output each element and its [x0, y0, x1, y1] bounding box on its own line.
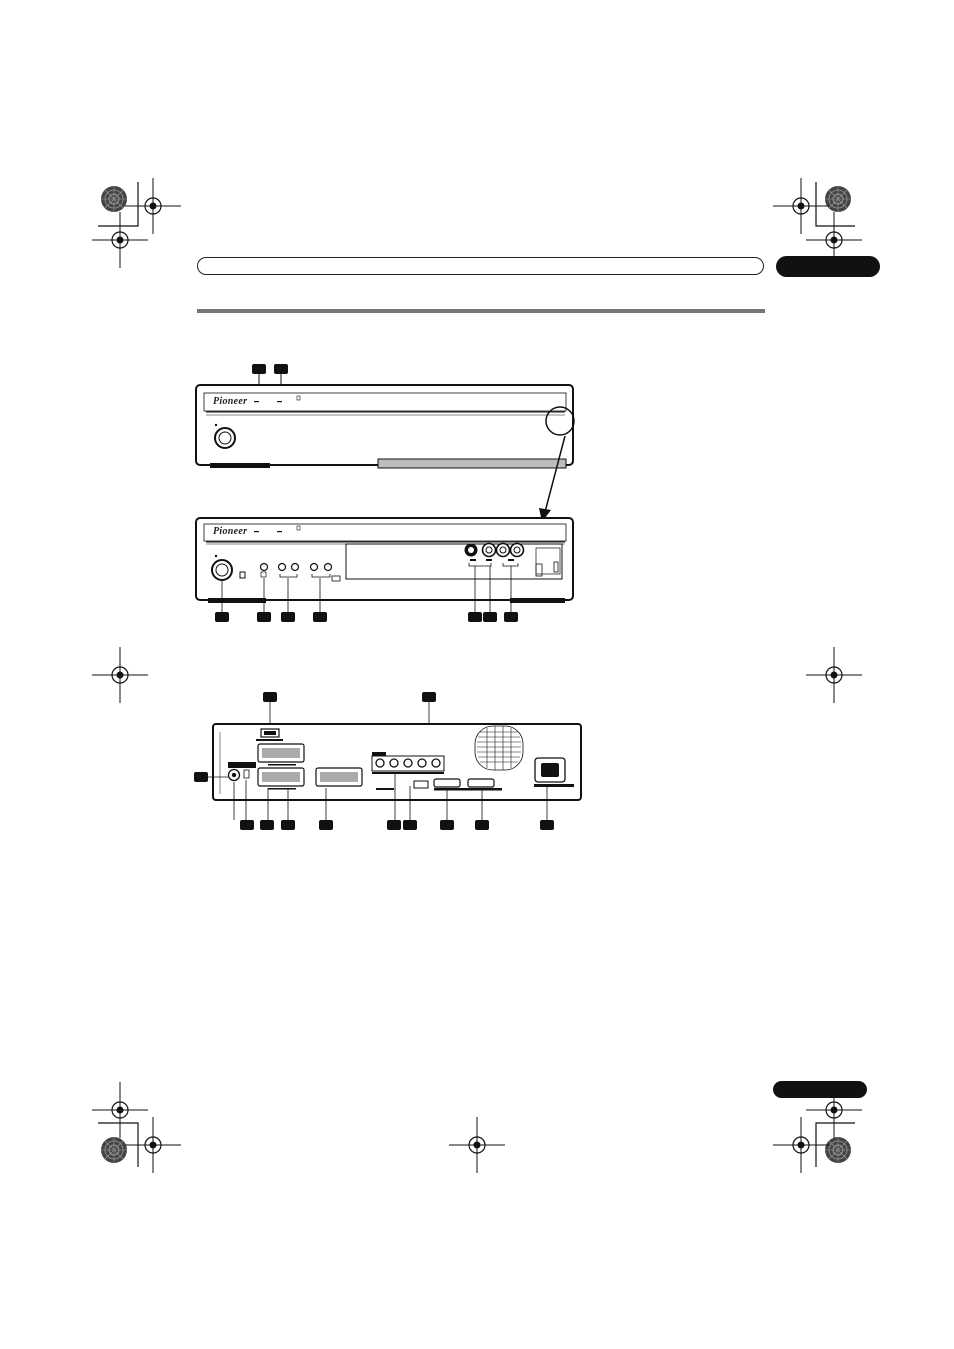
registration-crosshair-icon: [449, 1117, 505, 1173]
color-registration-circle-icon: [825, 1137, 851, 1163]
callout-marker: [313, 612, 327, 622]
callout-marker: [440, 820, 454, 830]
callout-marker: [504, 612, 518, 622]
brand-logo-front-open: Pioneer: [213, 526, 248, 537]
brand-logo-front-closed: Pioneer: [213, 396, 248, 407]
callout-marker: [281, 612, 295, 622]
registration-crosshair-icon: [92, 1082, 148, 1138]
callout-marker: [422, 692, 436, 702]
callout-marker: [240, 820, 254, 830]
callout-marker: [263, 692, 277, 702]
section-rule: [197, 309, 765, 313]
color-registration-circle-icon: [101, 1137, 127, 1163]
callout-marker: [403, 820, 417, 830]
page-number-tab: [773, 1081, 867, 1098]
callout-marker: [468, 612, 482, 622]
callout-marker: [194, 772, 208, 782]
registration-crosshair-icon: [773, 1117, 829, 1173]
callout-marker: [257, 612, 271, 622]
registration-crosshair-icon: [92, 647, 148, 703]
registration-crosshair-icon: [125, 1117, 181, 1173]
callout-marker: [387, 820, 401, 830]
chapter-tab: [776, 256, 880, 277]
zoom-arrow: [525, 434, 575, 524]
callout-marker: [281, 820, 295, 830]
registration-crosshair-icon: [806, 647, 862, 703]
rear-panel-illustration: [190, 688, 590, 833]
color-registration-circle-icon: [101, 186, 127, 212]
running-header-bar: [197, 257, 764, 275]
callout-marker: [274, 364, 288, 374]
callout-marker: [215, 612, 229, 622]
callout-marker: [260, 820, 274, 830]
color-registration-circle-icon: [825, 186, 851, 212]
front-panel-open-illustration: [190, 512, 590, 632]
callout-marker: [319, 820, 333, 830]
registration-crosshair-icon: [92, 212, 148, 268]
callout-marker: [540, 820, 554, 830]
callout-marker: [475, 820, 489, 830]
callout-marker: [252, 364, 266, 374]
callout-marker: [483, 612, 497, 622]
